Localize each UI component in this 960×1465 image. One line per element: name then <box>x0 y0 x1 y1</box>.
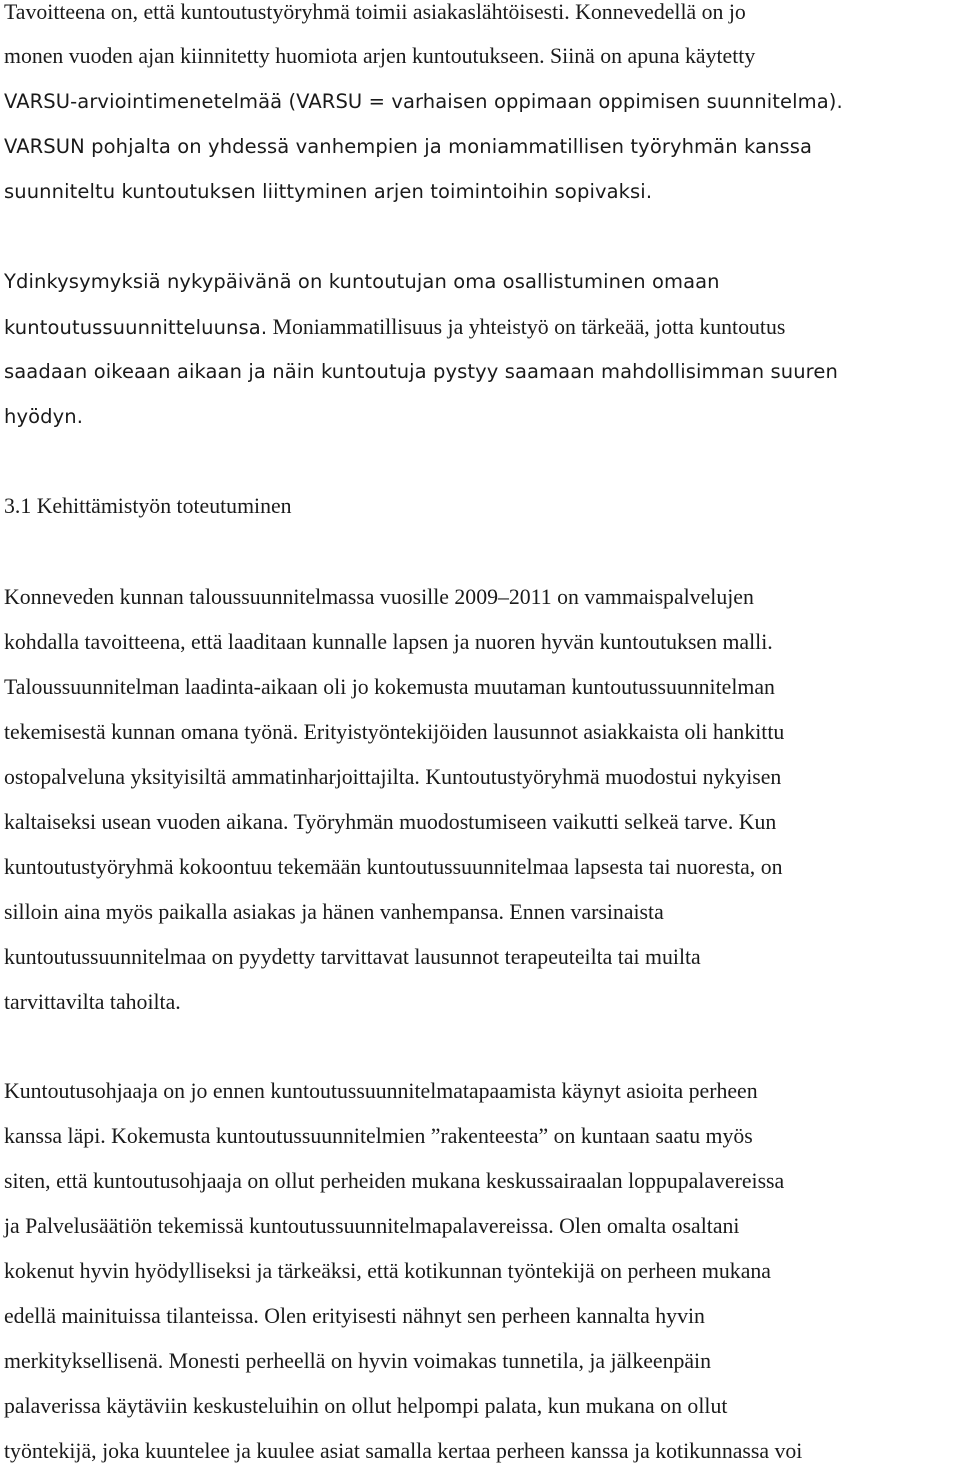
text-line: silloin aina myös paikalla asiakas ja hänen vanhempansa. Ennen varsinaista <box>4 900 664 924</box>
text-line: ostopalveluna yksityisiltä ammatinharjoittajilta. Kuntoutustyöryhmä muodostui nykyisen <box>4 765 782 789</box>
text-line: Taloussuunnitelman laadinta-aikaan oli jo kokemusta muutaman kuntoutussuunnitelman <box>4 675 775 699</box>
text-line: kohdalla tavoitteena, että laaditaan kunnalle lapsen ja nuoren hyvän kuntoutuksen malli. <box>4 630 773 654</box>
text-line: suunniteltu kuntoutuksen liittyminen arjen toimintoihin sopivaksi. <box>4 180 653 203</box>
text-line: Kuntoutusohjaaja on jo ennen kuntoutussuunnitelmatapaamista käynyt asioita perheen <box>4 1079 758 1103</box>
text-line: kanssa läpi. Kokemusta kuntoutussuunnitelmien ”rakenteesta” on kuntaan saatu myös <box>4 1124 753 1148</box>
text-line: edellä mainituissa tilanteissa. Olen erityisesti nähnyt sen perheen kannalta hyvin <box>4 1304 705 1328</box>
text-span: Moniammatillisuus ja yhteistyö on tärkeää, jotta kuntoutus <box>267 315 786 339</box>
text-line: ja Palvelusäätiön tekemissä kuntoutussuunnitelmapalavereissa. Olen omalta osaltani <box>4 1214 740 1238</box>
text-line: hyödyn. <box>4 405 84 428</box>
text-line: kokenut hyvin hyödylliseksi ja tärkeäksi, että kotikunnan työntekijä on perheen mukana <box>4 1259 771 1283</box>
text-line: kuntoutustyöryhmä kokoontuu tekemään kuntoutussuunnitelmaa lapsesta tai nuoresta, on <box>4 855 783 879</box>
text-line: siten, että kuntoutusohjaaja on ollut perheiden mukana keskussairaalan loppupalavereissa <box>4 1169 785 1193</box>
text-line: kaltaiseksi usean vuoden aikana. Työryhmän muodostumiseen vaikutti selkeä tarve. Kun <box>4 810 777 834</box>
text-line: VARSU-arviointimenetelmää (VARSU = varhaisen oppimaan oppimisen suunnitelma). <box>4 90 843 113</box>
text-line: merkityksellisenä. Monesti perheellä on hyvin voimakas tunnetila, ja jälkeenpäin <box>4 1349 711 1373</box>
text-line: tekemisestä kunnan omana työnä. Erityistyöntekijöiden lausunnot asiakkaista oli hankittu <box>4 720 785 744</box>
text-line: monen vuoden ajan kiinnitetty huomiota arjen kuntoutukseen. Siinä on apuna käytetty <box>4 44 756 68</box>
text-line: työntekijä, joka kuuntelee ja kuulee asiat samalla kertaa perheen kanssa ja kotikunnassa voi <box>4 1439 803 1463</box>
text-line-mixed <box>4 313 785 342</box>
text-line: kuntoutussuunnitelmaa on pyydetty tarvittavat lausunnot terapeuteilta tai muilta <box>4 945 701 969</box>
text-line: Tavoitteena on, että kuntoutustyöryhmä toimii asiakaslähtöisesti. Konnevedellä on jo <box>4 0 746 24</box>
text-line: VARSUN pohjalta on yhdessä vanhempien ja moniammatillisen työryhmän kanssa <box>4 135 813 158</box>
text-line: Konneveden kunnan taloussuunnitelmassa vuosille 2009–2011 on vammaispalvelujen <box>4 585 754 609</box>
text-line: palaverissa käytäviin keskusteluihin on ollut helpompi palata, kun mukana on ollut <box>4 1394 728 1418</box>
text-span: kuntoutussuunnitteluunsa. <box>4 316 268 339</box>
text-line: Ydinkysymyksiä nykypäivänä on kuntoutujan oma osallistuminen omaan <box>4 270 720 293</box>
text-line: saadaan oikeaan aikaan ja näin kuntoutuja pystyy saamaan mahdollisimman suuren <box>4 360 838 383</box>
text-line: tarvittavilta tahoilta. <box>4 990 181 1014</box>
section-heading: 3.1 Kehittämistyön toteutuminen <box>4 494 292 518</box>
